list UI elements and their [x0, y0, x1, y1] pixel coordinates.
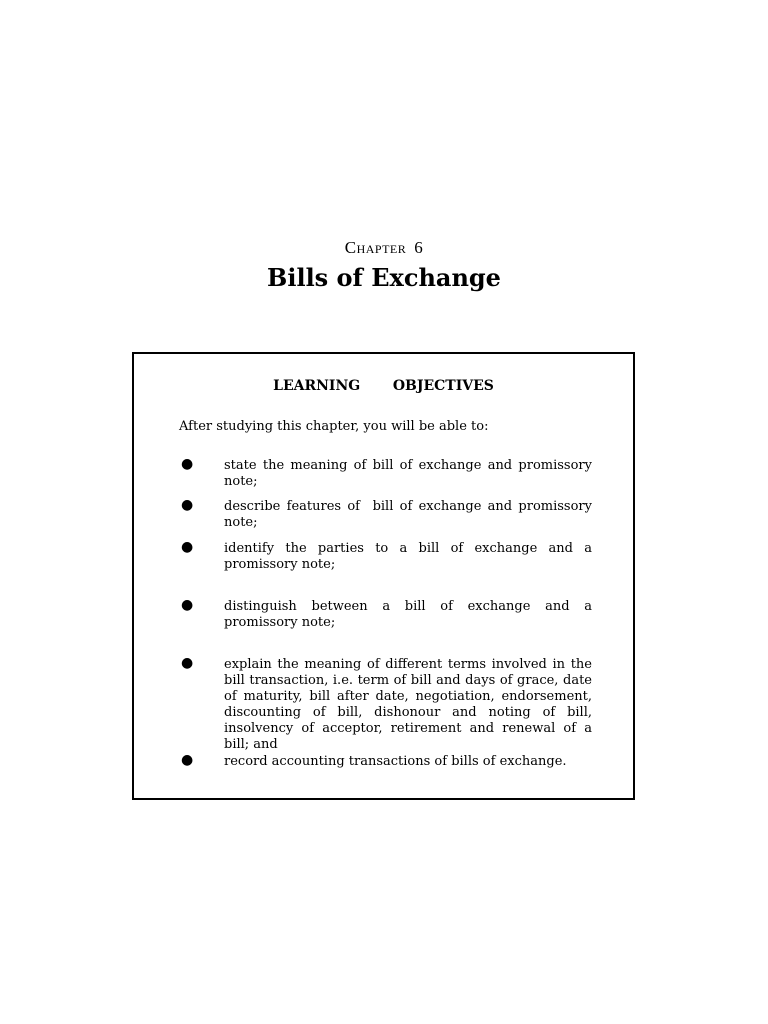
bullet-icon: ●	[181, 539, 194, 555]
bullet-icon: ●	[181, 456, 194, 472]
objective-text: describe features of bill of exchange and promissory note;	[224, 499, 597, 530]
chapter-number: 6	[414, 238, 424, 257]
bullet-icon: ●	[181, 655, 194, 671]
chapter-title: Bills of Exchange	[267, 263, 501, 292]
objective-text: distinguish between a bill of exchange and a promissory note;	[224, 599, 592, 630]
bullet-icon: ●	[181, 597, 194, 613]
learning-objectives-box	[132, 352, 635, 800]
objective-text: state the meaning of bill of exchange and promissory note;	[224, 458, 597, 489]
bullet-icon: ●	[181, 497, 194, 513]
chapter-word: Chapter	[344, 238, 407, 257]
objectives-intro: After studying this chapter, you will be able to:	[179, 419, 489, 434]
objective-text: record accounting transactions of bills of exchange.	[224, 754, 567, 769]
bullet-icon: ●	[181, 752, 194, 768]
objective-text: explain the meaning of different terms involved in the bill transaction, i.e. term of bill and days of grace, date of maturity, bill after date, negotiation, endorsement, discounting of bill, dishonour and noting of bill, insolvency of acceptor, retirement and renewal of a bill; and	[224, 657, 592, 752]
learning-objectives-heading: LEARNING OBJECTIVES	[273, 378, 494, 394]
objective-text: identify the parties to a bill of exchange and a promissory note;	[224, 541, 592, 572]
chapter-label	[0, 238, 768, 258]
